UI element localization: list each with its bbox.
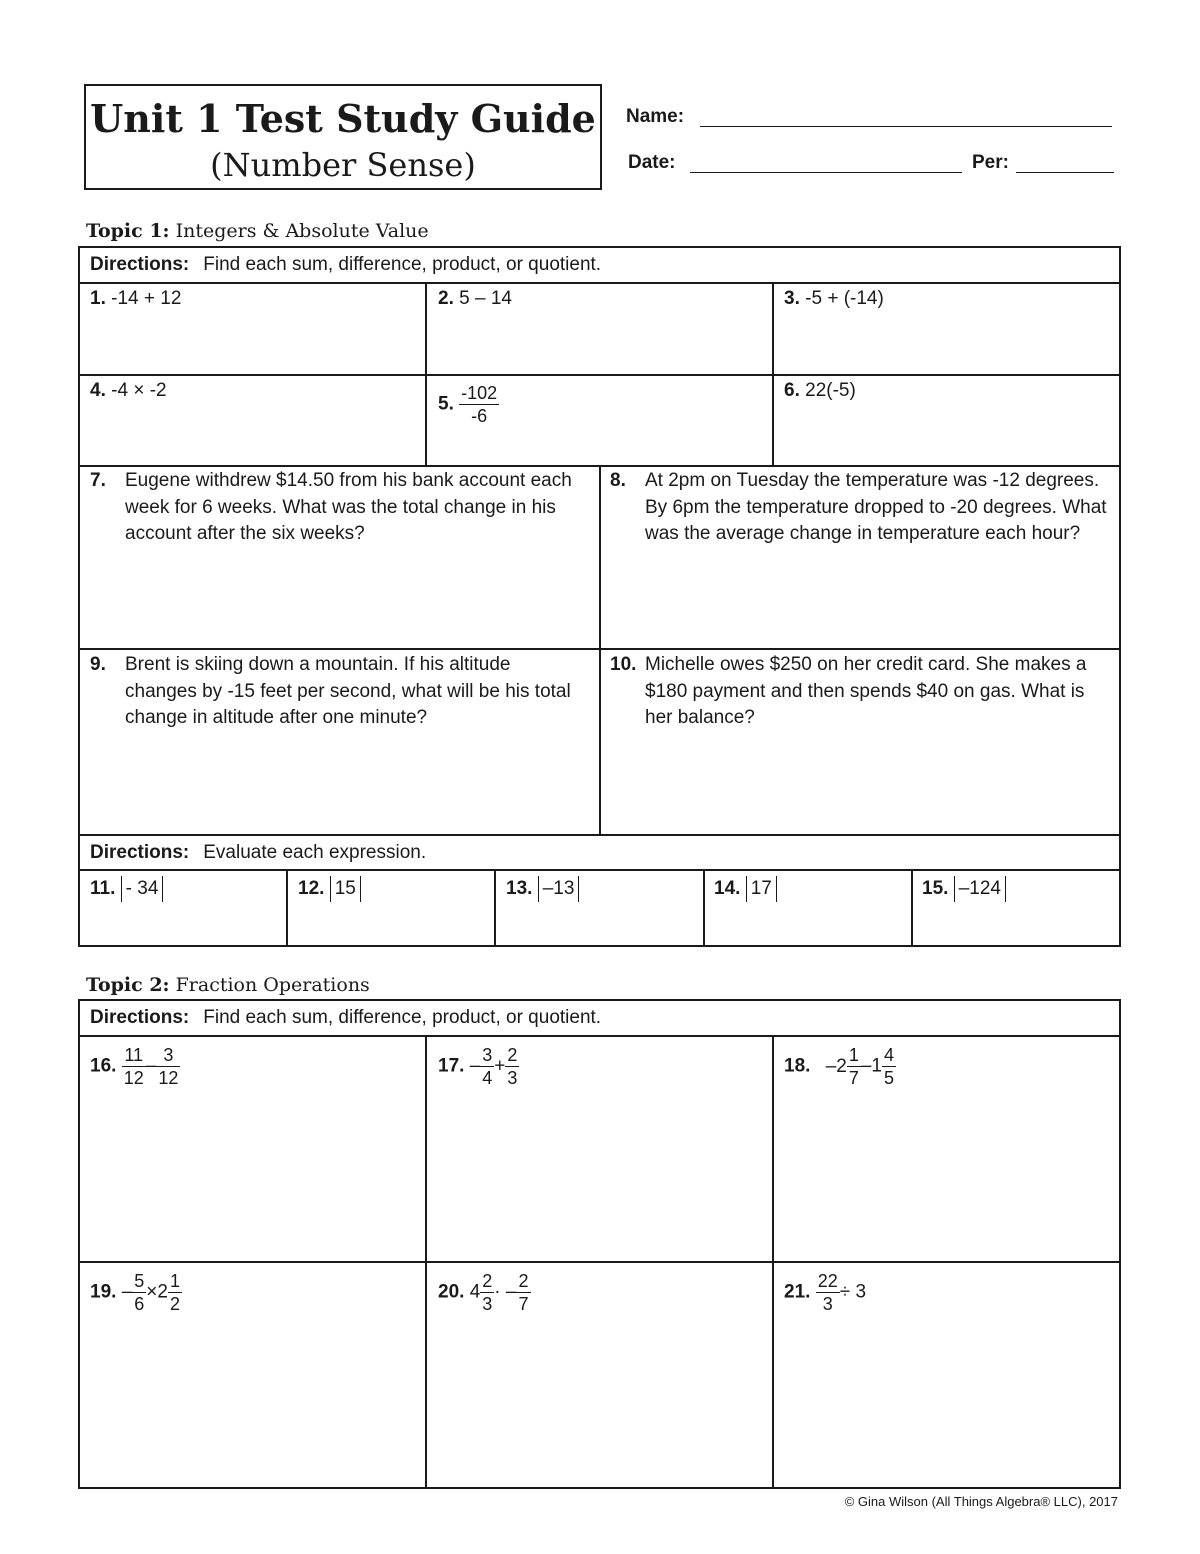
problem-number: 17. (438, 1055, 465, 1077)
absolute-value: –13 (538, 876, 580, 902)
problem-21 (784, 1270, 866, 1315)
divider (78, 834, 1121, 836)
denominator: 3 (822, 1294, 833, 1314)
divider (78, 869, 1121, 871)
topic2-grid (78, 999, 1121, 1489)
problem-number: 13. (506, 878, 533, 899)
topic2-directions (90, 1007, 601, 1029)
problem-number: 14. (714, 878, 741, 899)
problem-8 (610, 468, 1110, 544)
problem-number: 18. (784, 1055, 811, 1077)
problem-4 (90, 378, 167, 404)
divider (599, 465, 601, 834)
name-field[interactable] (700, 126, 1112, 127)
absolute-value: 17 (746, 876, 777, 902)
sign: – (121, 1281, 133, 1303)
denominator: 6 (134, 1294, 145, 1314)
problem-number: 7. (90, 470, 106, 491)
problem-expression: 22(-5) (805, 380, 856, 401)
period-label: Per: (972, 152, 1009, 173)
directions-label: Directions: (90, 842, 190, 863)
problem-number: 3. (784, 288, 800, 309)
divider (772, 282, 774, 465)
denominator: 5 (884, 1068, 895, 1088)
problem-number: 20. (438, 1281, 465, 1303)
problem-number: 9. (90, 654, 106, 675)
denominator: 12 (123, 1068, 144, 1088)
problem-text: Michelle owes $250 on her credit card. She makes a $180 payment and then spends $40 on gas. What is her balance? (645, 654, 1087, 728)
fraction (480, 1270, 494, 1315)
directions-text: Find each sum, difference, product, or quotient. (203, 254, 602, 275)
problem-3 (784, 286, 884, 312)
absolute-value: –124 (954, 876, 1006, 902)
divider (286, 869, 288, 947)
problem-number: 8. (610, 470, 626, 491)
date-field[interactable] (690, 172, 962, 173)
problem-16 (90, 1044, 180, 1089)
topic2-name: Fraction Operations (175, 974, 370, 996)
fraction (168, 1270, 182, 1315)
denominator: 4 (482, 1068, 493, 1088)
divider (703, 869, 705, 947)
fraction (816, 1270, 840, 1315)
problem-12 (298, 876, 361, 902)
problem-20 (438, 1270, 531, 1315)
problem-15 (922, 876, 1006, 902)
problem-10 (610, 652, 1110, 728)
directions-label: Directions: (90, 1007, 190, 1028)
operator: –1 (860, 1055, 882, 1077)
fraction (516, 1270, 530, 1315)
fraction (847, 1044, 861, 1089)
divider (78, 374, 1121, 376)
numerator: 3 (482, 1045, 493, 1065)
problem-13 (506, 876, 579, 902)
problem-number: 21. (784, 1281, 811, 1303)
fraction (882, 1044, 896, 1089)
divider (78, 1035, 1121, 1037)
operator: + (494, 1055, 506, 1077)
topic1-directions (90, 254, 601, 276)
whole-number: –2 (825, 1055, 847, 1077)
fraction (480, 1044, 494, 1089)
numerator: 4 (884, 1045, 895, 1065)
denominator: -6 (471, 406, 488, 426)
problem-number: 16. (90, 1055, 117, 1077)
copyright-footer: © Gina Wilson (All Things Algebra® LLC), 2017 (844, 1494, 1118, 1509)
divider (494, 869, 496, 947)
fraction (156, 1044, 180, 1089)
numerator: 2 (482, 1271, 493, 1291)
problem-expression: 5 – 14 (459, 288, 512, 309)
directions-text: Find each sum, difference, product, or quotient. (203, 1007, 602, 1028)
divider (425, 1035, 427, 1489)
problem-6 (784, 378, 856, 404)
problem-text: Eugene withdrew $14.50 from his bank account each week for 6 weeks. What was the total change in his account after the six weeks? (125, 470, 572, 544)
period-field[interactable] (1016, 172, 1114, 173)
problem-19 (90, 1270, 182, 1315)
problem-14 (714, 876, 777, 902)
problem-number: 11. (90, 878, 116, 899)
topic2-label: Topic 2: (86, 974, 170, 996)
problem-9 (90, 652, 588, 728)
problem-7 (90, 468, 588, 544)
numerator: -102 (461, 383, 498, 403)
divider (78, 1261, 1121, 1263)
operator: ×2 (146, 1281, 168, 1303)
topic1-label: Topic 1: (86, 220, 170, 242)
page-subtitle: (Number Sense) (210, 146, 476, 184)
denominator: 3 (482, 1294, 493, 1314)
denominator: 7 (518, 1294, 529, 1314)
problem-number: 4. (90, 380, 106, 401)
page-title: Unit 1 Test Study Guide (90, 96, 596, 141)
problem-number: 19. (90, 1281, 117, 1303)
fraction (122, 1044, 146, 1089)
date-label: Date: (628, 152, 676, 173)
numerator: 11 (122, 1044, 146, 1067)
problem-number: 1. (90, 288, 106, 309)
fraction (505, 1044, 519, 1089)
denominator: 2 (169, 1294, 180, 1314)
operator: ÷ 3 (839, 1281, 867, 1303)
topic1-directions-2 (90, 842, 426, 864)
divider (425, 282, 427, 465)
numerator: 2 (518, 1271, 529, 1291)
directions-label: Directions: (90, 254, 190, 275)
numerator: 22 (817, 1271, 838, 1291)
whole-number: 4 (469, 1281, 481, 1303)
title-box (84, 84, 602, 190)
topic2-heading (86, 974, 370, 996)
numerator: 3 (156, 1044, 180, 1067)
denominator: 7 (848, 1068, 859, 1088)
topic1-name: Integers & Absolute Value (175, 220, 429, 242)
problem-2 (438, 286, 512, 312)
problem-1 (90, 286, 181, 312)
problem-18 (784, 1044, 896, 1089)
denominator: 12 (158, 1068, 179, 1088)
problem-number: 2. (438, 288, 454, 309)
problem-number: 5. (438, 393, 454, 415)
problem-number: 15. (922, 878, 949, 899)
operator: – (145, 1055, 157, 1077)
divider (78, 282, 1121, 284)
sign: – (469, 1055, 481, 1077)
problem-17 (438, 1044, 519, 1089)
fraction (459, 382, 499, 427)
problem-text: Brent is skiing down a mountain. If his altitude changes by -15 feet per second, what will be his total change in altitude after one minute? (125, 654, 571, 728)
problem-expression: -14 + 12 (111, 288, 182, 309)
denominator: 3 (507, 1068, 518, 1088)
fraction (132, 1270, 146, 1315)
absolute-value: 15 (330, 876, 361, 902)
name-label: Name: (626, 106, 685, 127)
problem-expression: -4 × -2 (111, 380, 167, 401)
problem-text: At 2pm on Tuesday the temperature was -12 degrees. By 6pm the temperature dropped to -20 degrees. What was the average change in temperature each hour? (645, 470, 1107, 544)
numerator: 5 (134, 1271, 145, 1291)
problem-number: 6. (784, 380, 800, 401)
operator: · – (494, 1281, 517, 1303)
divider (911, 869, 913, 947)
absolute-value: - 34 (121, 876, 164, 902)
directions-text: Evaluate each expression. (203, 842, 427, 863)
topic1-heading (86, 220, 429, 242)
problem-number: 12. (298, 878, 325, 899)
problem-expression: -5 + (-14) (805, 288, 884, 309)
problem-5 (438, 382, 499, 427)
numerator: 2 (507, 1045, 518, 1065)
problem-11 (90, 876, 163, 902)
numerator: 1 (848, 1045, 859, 1065)
numerator: 1 (169, 1271, 180, 1291)
divider (772, 1035, 774, 1489)
problem-number: 10. (610, 654, 637, 675)
